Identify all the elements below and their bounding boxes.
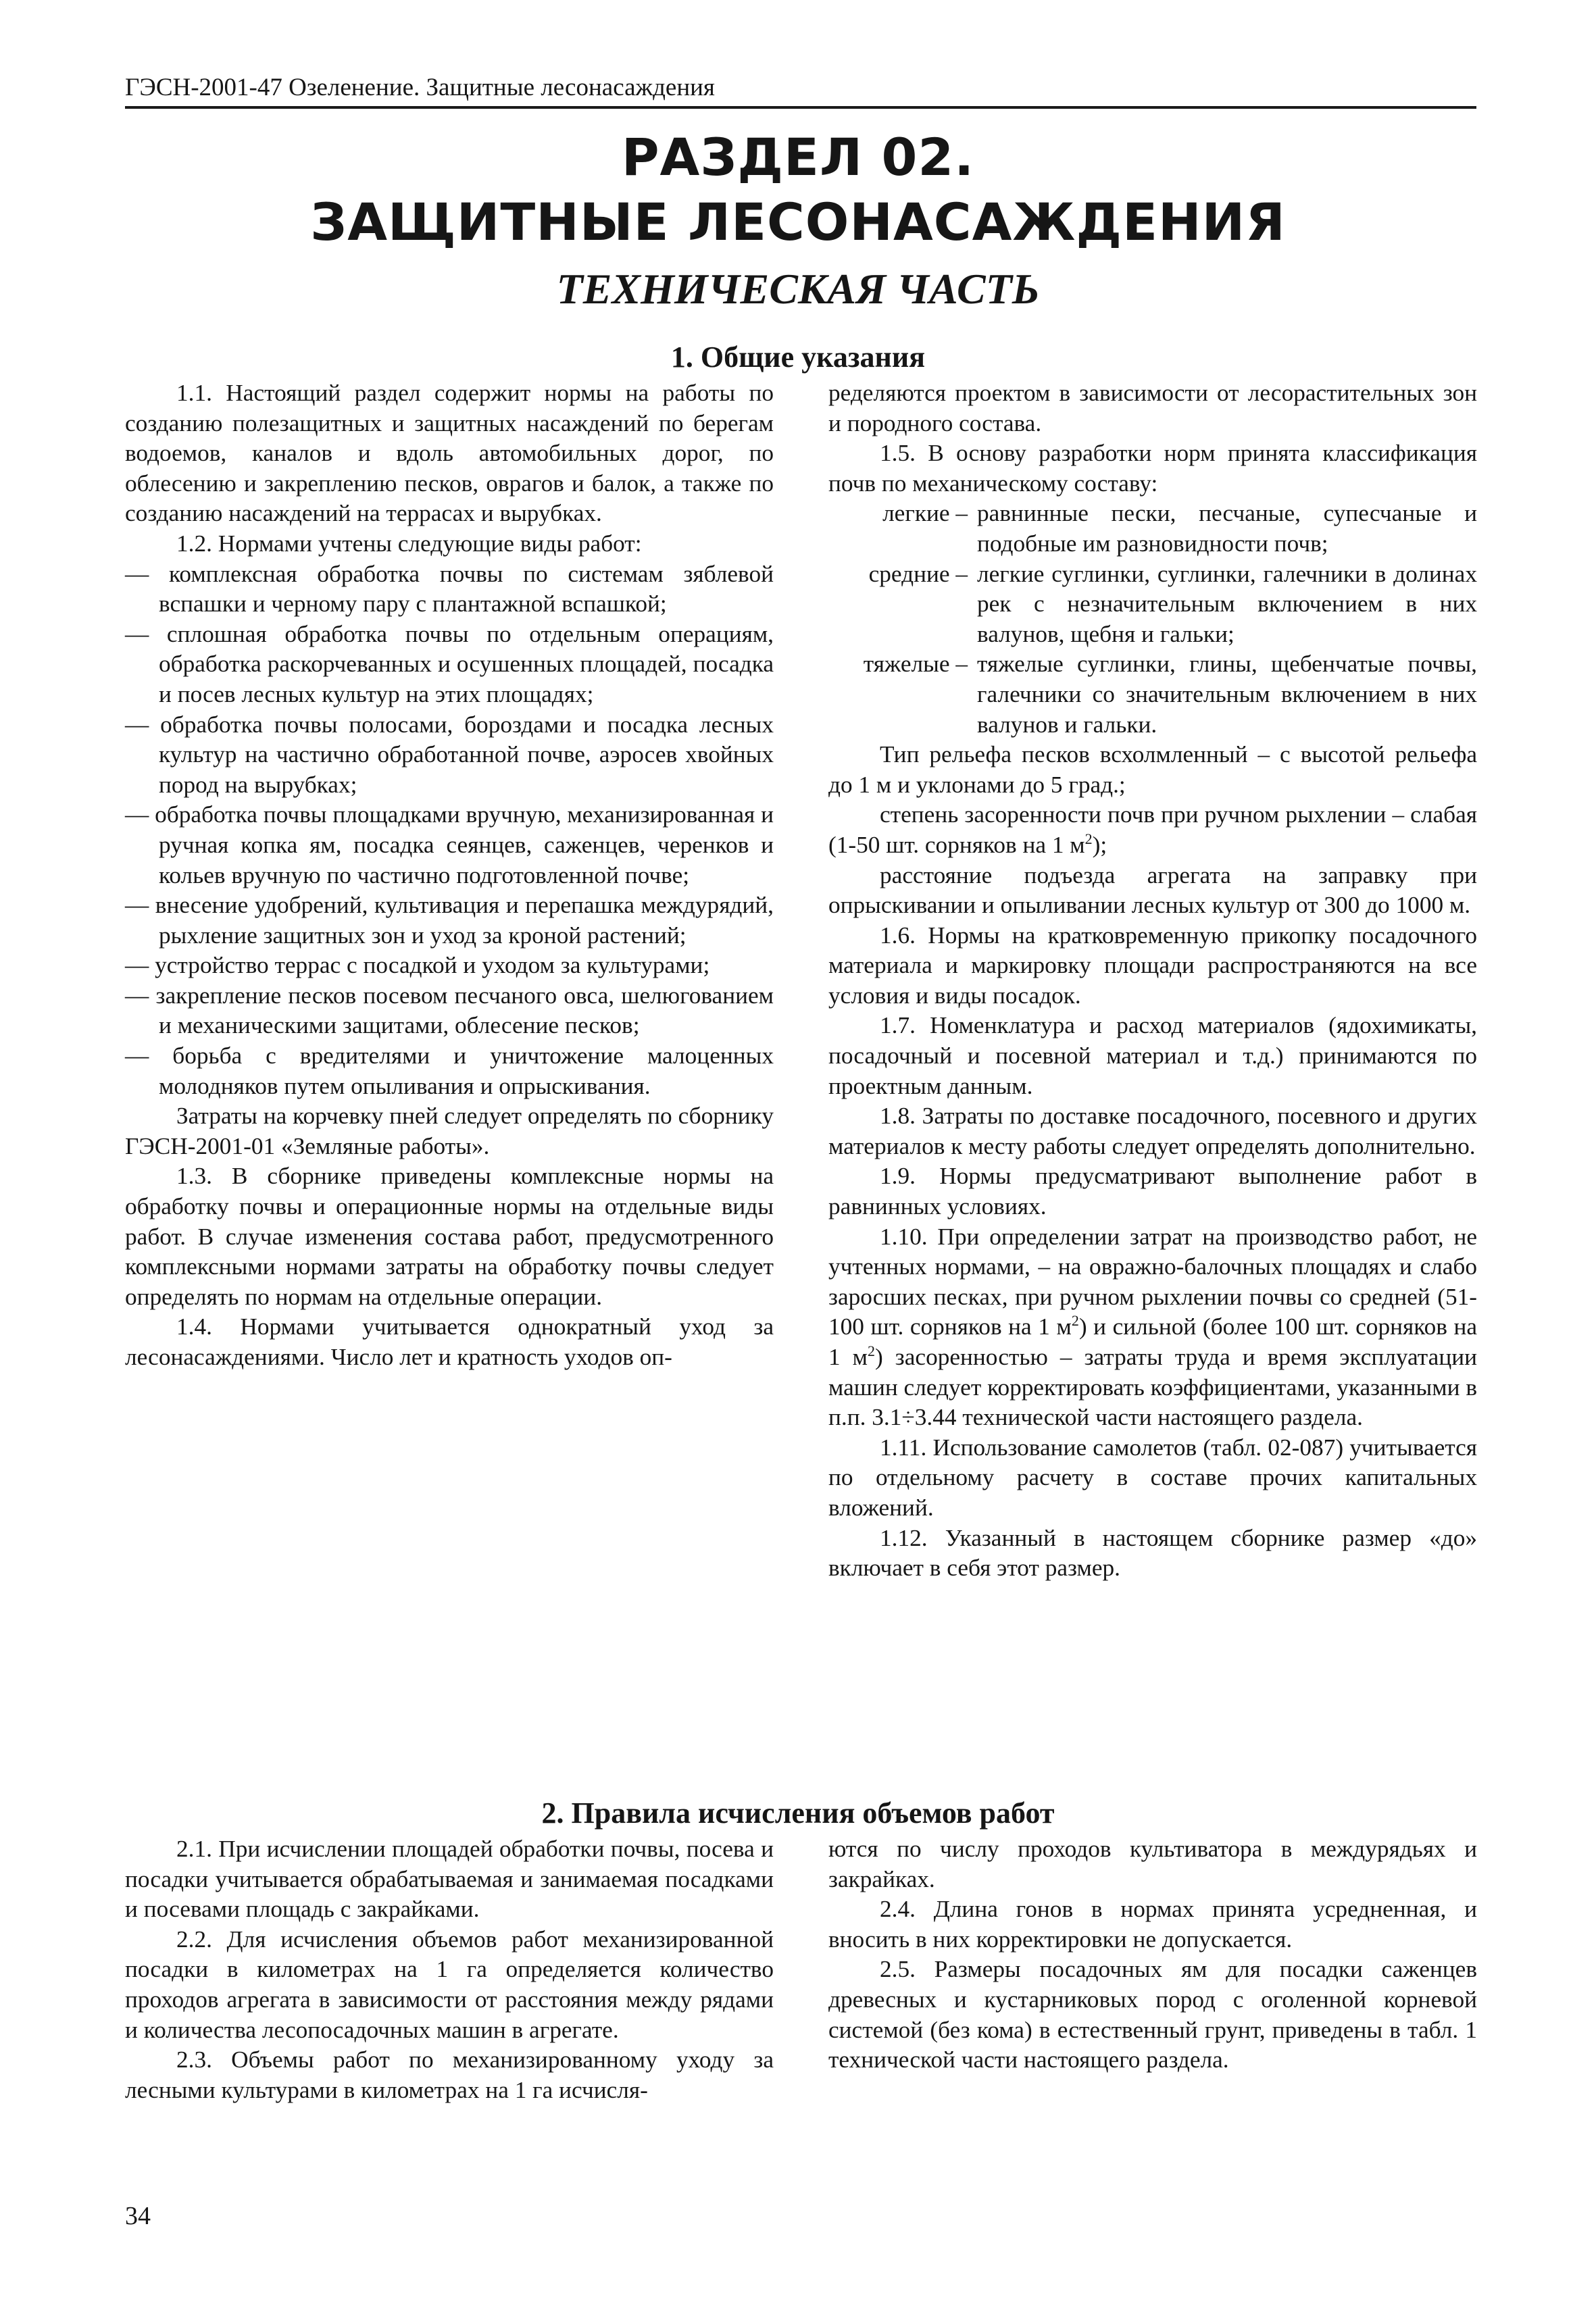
weed-text-a: степень засоренности почв при ручном рыхлении – слабая (1-50 шт. сорняков на 1 м [828, 801, 1477, 858]
volume-rules-heading: 2. Правила исчисления объемов работ [541, 1796, 1055, 1830]
soil-class-light [828, 499, 1477, 559]
paragraph-1-7: 1.7. Номенклатура и расход материалов (ядохимикаты, посадочный и посевной материал и т.д.) принимаются по проектным данным. [828, 1012, 1477, 1099]
soil-term: тяжелые – [863, 651, 968, 678]
weed-text-b: ); [1092, 831, 1107, 858]
p110-text-b: ) и сильной (более 100 шт. сорняков на 1 м [828, 1313, 1478, 1370]
paragraph-1-2: 1.2. Нормами учтены следующие виды работ: [176, 530, 642, 557]
superscript: 2 [1071, 1312, 1079, 1330]
general-instructions-heading: 1. Общие указания [670, 341, 926, 374]
paragraph-1-10 [828, 1222, 1477, 1433]
work-type-item: — обработка почвы площадками вручную, механизированная и ручная копка ям, посадка сеянцев, саженцев, черенков и кольев вручную по частично подготовленной почве; [125, 801, 774, 888]
superscript: 2 [868, 1342, 876, 1360]
paragraph-1-12: 1.12. Указанный в настоящем сборнике размер «до» включает в себя этот размер. [828, 1524, 1477, 1582]
paragraph-1-4: 1.4. Нормами учитывается однократный уход за лесонасаждениями. Число лет и кратность уходов оп- [125, 1313, 774, 1370]
paragraph-2-3: 2.3. Объемы работ по механизированному уходу за лесными культурами в километрах на 1 га исчисля- [125, 2046, 774, 2103]
section-name-title: ЗАЩИТНЫЕ ЛЕСОНАСАЖДЕНИЯ [310, 192, 1286, 252]
paragraph-1-3: 1.3. В сборнике приведены комплексные нормы на обработку почвы и операционные нормы на отдельные виды работ. В случае изменения состава работ, предусмотренного комплексными нормами затраты на обработку почвы следует определять по нормам на отдельные операции. [125, 1163, 774, 1310]
section1-left-column [125, 378, 774, 1373]
work-type-item: — комплексная обработка почвы по системам зяблевой вспашки и черному пару с плантажной вспашкой; [125, 560, 774, 618]
paragraph-1-1: 1.1. Настоящий раздел содержит нормы на работы по созданию полезащитных и защитных насаждений по берегам водоемов, каналов и вдоль автомобильных дорог, по облесению и закреплению песков, оврагов и балок, а также по созданию насаждений на террасах и вырубках. [125, 380, 774, 527]
paragraph-1-9: 1.9. Нормы предусматривают выполнение работ в равнинных условиях. [828, 1163, 1477, 1220]
paragraph-1-5: 1.5. В основу разработки норм принята классификация почв по механическому составу: [828, 440, 1477, 497]
soil-term: легкие – [882, 500, 968, 527]
work-type-item: — обработка почвы полосами, бороздами и посадка лесных культур на частично обработанной почве, аэросев хвойных пород на вырубках; [125, 711, 774, 798]
soil-description: равнинные пески, песчаные, супесчаные и подобные им разновидности почв; [977, 500, 1477, 557]
paragraph-2-4: 2.4. Длина гонов в нормах принята усредненная, и вносить в них корректировки не допускается. [828, 1896, 1477, 1953]
section1-right-column [828, 378, 1477, 1584]
soil-description: тяжелые суглинки, глины, щебенчатые почвы, галечники со значительным включением в них валунов и гальки. [977, 651, 1477, 738]
section2-right-column [828, 1834, 1477, 2076]
stump-removal-paragraph: Затраты на корчевку пней следует определять по сборнику ГЭСН-2001-01 «Земляные работы». [125, 1103, 774, 1159]
work-type-item: — устройство террас с посадкой и уходом за культурами; [125, 952, 710, 979]
soil-description: легкие суглинки, суглинки, галечники в долинах рек с незначительным включением в них валунов, щебня и гальки; [977, 560, 1477, 647]
work-type-item: — сплошная обработка почвы по отдельным операциям, обработка раскорчеванных и осушенных площадей, посадка и посев лесных культур на этих площадях; [125, 620, 774, 707]
work-type-item: — борьба с вредителями и уничтожение малоценных молодняков путем опыливания и опрыскивания. [125, 1042, 774, 1099]
paragraph-1-6: 1.6. Нормы на кратковременную прикопку посадочного материала и маркировку площади распространяются на все условия и виды посадок. [828, 922, 1477, 1009]
work-type-item: — внесение удобрений, культивация и перепашка междурядий, рыхление защитных зон и уход за кроной растений; [125, 892, 774, 949]
superscript: 2 [1084, 830, 1093, 848]
section2-left-column [125, 1834, 774, 2105]
running-header: ГЭСН-2001-47 Озеленение. Защитные лесонасаждения [125, 71, 1476, 109]
paragraph-2-5: 2.5. Размеры посадочных ям для посадки саженцев древесных и кустарниковых пород с оголенной корневой системой (без кома) в естественный грунт, приведены в табл. 1 технической части настоящего раздела. [828, 1956, 1477, 2073]
soil-term: средние – [868, 560, 968, 587]
paragraph-2-2: 2.2. Для исчисления объемов работ механизированной посадки в километрах на 1 га определяется количество проходов агрегата в зависимости от расстояния между рядами и количества лесопосадочных машин в агрегате. [125, 1926, 774, 2043]
paragraph-1-4-continued: ределяются проектом в зависимости от лесорастительных зон и породного состава. [828, 380, 1477, 436]
technical-part-title: ТЕХНИЧЕСКАЯ ЧАСТЬ [556, 265, 1040, 313]
distance-paragraph: расстояние подъезда агрегата на заправку при опрыскивании и опыливании лесных культур от 300 до 1000 м. [828, 861, 1477, 919]
paragraph-2-3-continued: ются по числу проходов культиватора в междурядьях и закрайках. [828, 1836, 1477, 1892]
relief-paragraph: Тип рельефа песков всхолмленный – с высотой рельефа до 1 м и уклонами до 5 град.; [828, 741, 1477, 798]
soil-class-medium [828, 559, 1477, 650]
weed-paragraph [828, 800, 1477, 860]
p110-text-c: ) засоренностью – затраты труда и время эксплуатации машин следует корректировать коэффициентами, указанными в п.п. 3.1÷3.44 технической части настоящего раздела. [828, 1344, 1477, 1431]
paragraph-2-1: 2.1. При исчислении площадей обработки почвы, посева и посадки учитывается обрабатываемая и занимаемая посадками и посевами площадь с закрайками. [125, 1836, 774, 1923]
soil-class-heavy [828, 649, 1477, 740]
page-number: 34 [125, 2202, 151, 2230]
p110-text-a: 1.10. При определении затрат на производство работ, не учтенных нормами, – на овражно-балочных площадях и слабо заросших песках, при ручном рыхлении почвы со средней (51-100 шт. сорняков на 1 м [828, 1223, 1477, 1340]
work-type-item: — закрепление песков посевом песчаного овса, шелюгованием и механическими защитами, облесение песков; [125, 982, 774, 1039]
paragraph-1-8: 1.8. Затраты по доставке посадочного, посевного и других материалов к месту работы следует определять дополнительно. [828, 1103, 1477, 1159]
paragraph-1-11: 1.11. Использование самолетов (табл. 02-087) учитывается по отдельному расчету в составе прочих капитальных вложений. [828, 1434, 1477, 1521]
section-number-title: РАЗДЕЛ 02. [621, 127, 975, 187]
